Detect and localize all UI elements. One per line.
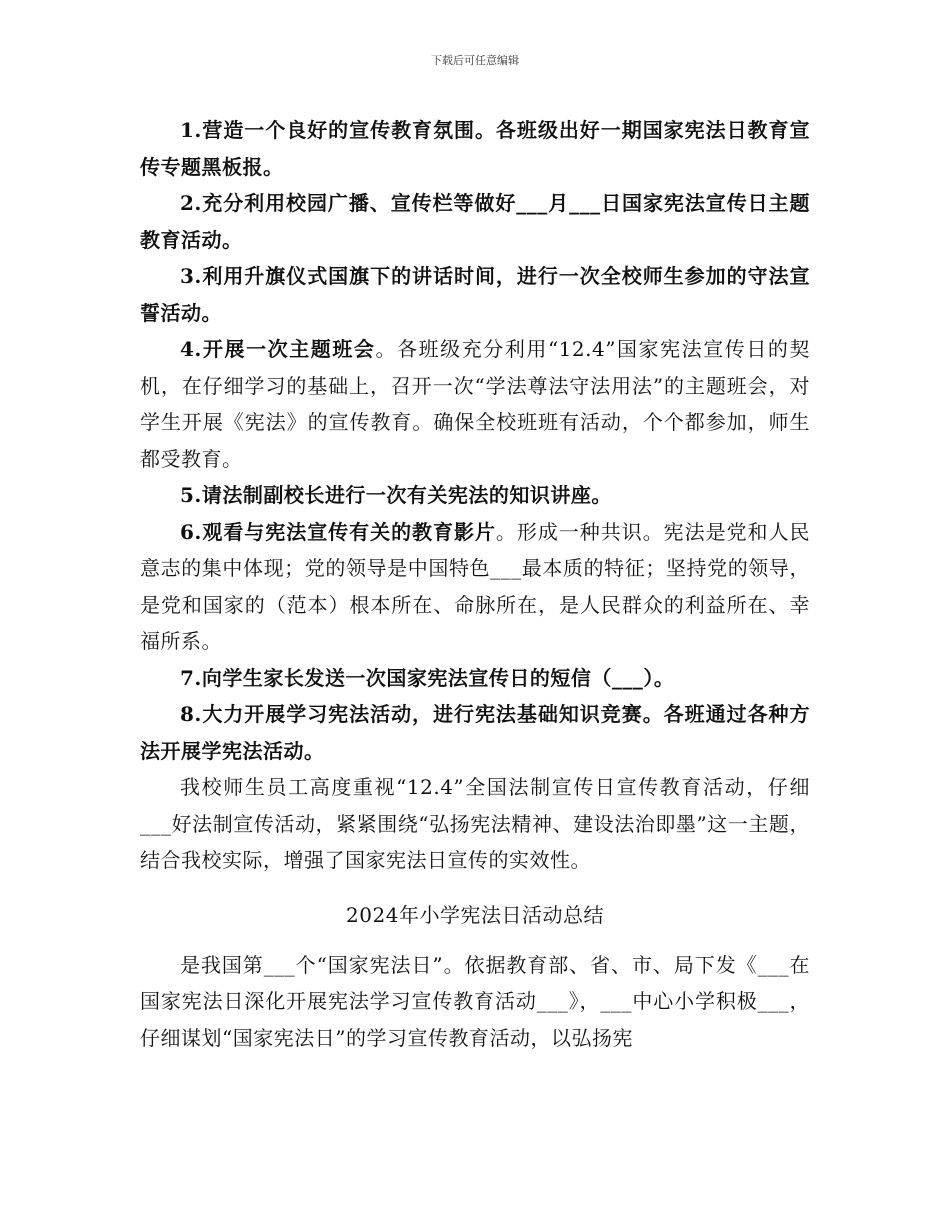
list-item-6-lead: 6.观看与宪法宣传有关的教育影片 bbox=[180, 519, 496, 544]
list-item-1: 1.营造一个良好的宣传教育氛围。各班级出好一期国家宪法日教育宣传专题黑板报。 bbox=[140, 118, 810, 179]
list-item-2: 2.充分利用校园广播、宣传栏等做好___月___日国家宪法宣传日主题教育活动。 bbox=[140, 191, 810, 252]
list-item-3: 3.利用升旗仪式国旗下的讲话时间，进行一次全校师生参加的守法宣誓活动。 bbox=[140, 264, 810, 325]
list-item-4-body: 。各班级充分利用“12.4”国家宪法宣传日的契机，在仔细学习的基础上，召开一次“学法尊法守法用法”的主题班会，对学生开展《宪法》的宣传教育。确保全校班班有活动，个个都参加，师生都受教育。 bbox=[140, 337, 810, 471]
section-title: 2024年小学宪法日活动总结 bbox=[346, 902, 604, 927]
list-item-5: 5.请法制副校长进行一次有关宪法的知识讲座。 bbox=[180, 483, 612, 507]
header-note: 下载后可任意编辑 bbox=[431, 54, 519, 67]
closing-paragraph: 我校师生员工高度重视“12.4”全国法制宣传日宣传教育活动，仔细___好法制宣传活动，紧紧围绕“弘扬宪法精神、建设法治即墨”这一主题，结合我校实际，增强了国家宪法日宣传的实效性。 bbox=[140, 775, 810, 872]
list-item-6-body: 。形成一种共识。宪法是党和人民意志的集中体现；党的领导是中国特色___最本质的特征；坚持党的领导，是党和国家的（范本）根本所在、命脉所在，是人民群众的利益所在、幸福所系。 bbox=[140, 519, 810, 653]
list-item-6 bbox=[140, 514, 810, 660]
intro-paragraph: 是我国第___个“国家宪法日”。依据教育部、省、市、局下发《___在国家宪法日深化开展宪法学习宣传教育活动___》，___中心小学积极___，仔细谋划“国家宪法日”的学习宣传教育活动，以弘扬宪 bbox=[140, 952, 810, 1050]
list-item-7: 7.向学生家长发送一次国家宪法宣传日的短信（___）。 bbox=[180, 665, 675, 690]
list-item-4-lead: 4.开展一次主题班会 bbox=[180, 337, 376, 361]
document-body bbox=[140, 112, 810, 1056]
list-item-4 bbox=[140, 331, 810, 477]
list-item-8: 8.大力开展学习宪法活动，进行宪法基础知识竞赛。各班通过各种方法开展学宪法活动。 bbox=[140, 702, 810, 763]
